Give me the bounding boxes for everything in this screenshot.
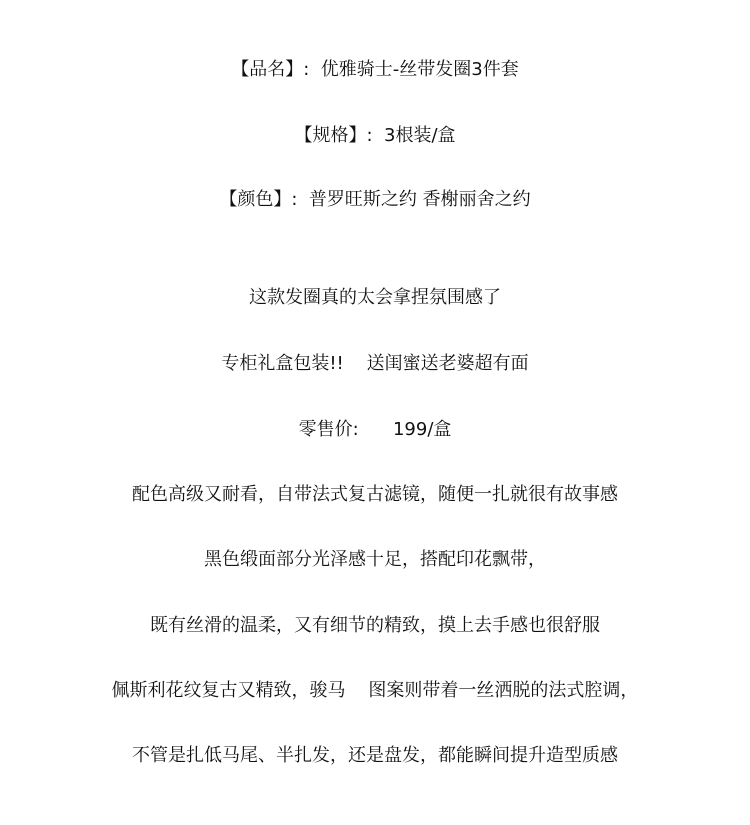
product-spec-line: 【规格】: 3根装/盒	[294, 125, 456, 146]
description-line: 这款发圈真的太会拿捏氛围感了	[249, 287, 501, 308]
description-line: 佩斯利花纹复古又精致，骏马 图案则带着一丝洒脱的法式腔调，	[111, 680, 639, 701]
product-name-line: 【品名】: 优雅骑士-丝带发圈3件套	[231, 59, 519, 80]
description-line: 黑色缎面部分光泽感十足，搭配印花飘带，	[204, 549, 546, 570]
description-line: 配色高级又耐看，自带法式复古滤镜，随便一扎就很有故事感	[132, 484, 618, 505]
product-color-line: 【颜色】: 普罗旺斯之约 香榭丽舍之约	[219, 189, 531, 210]
retail-price-line: 零售价: 199/盒	[298, 419, 452, 440]
description-line: 不管是扎低马尾、半扎发，还是盘发，都能瞬间提升造型质感	[132, 745, 618, 766]
description-line: 既有丝滑的温柔，又有细节的精致，摸上去手感也很舒服	[150, 615, 600, 636]
description-line: 专柜礼盒包装!! 送闺蜜送老婆超有面	[221, 353, 529, 374]
